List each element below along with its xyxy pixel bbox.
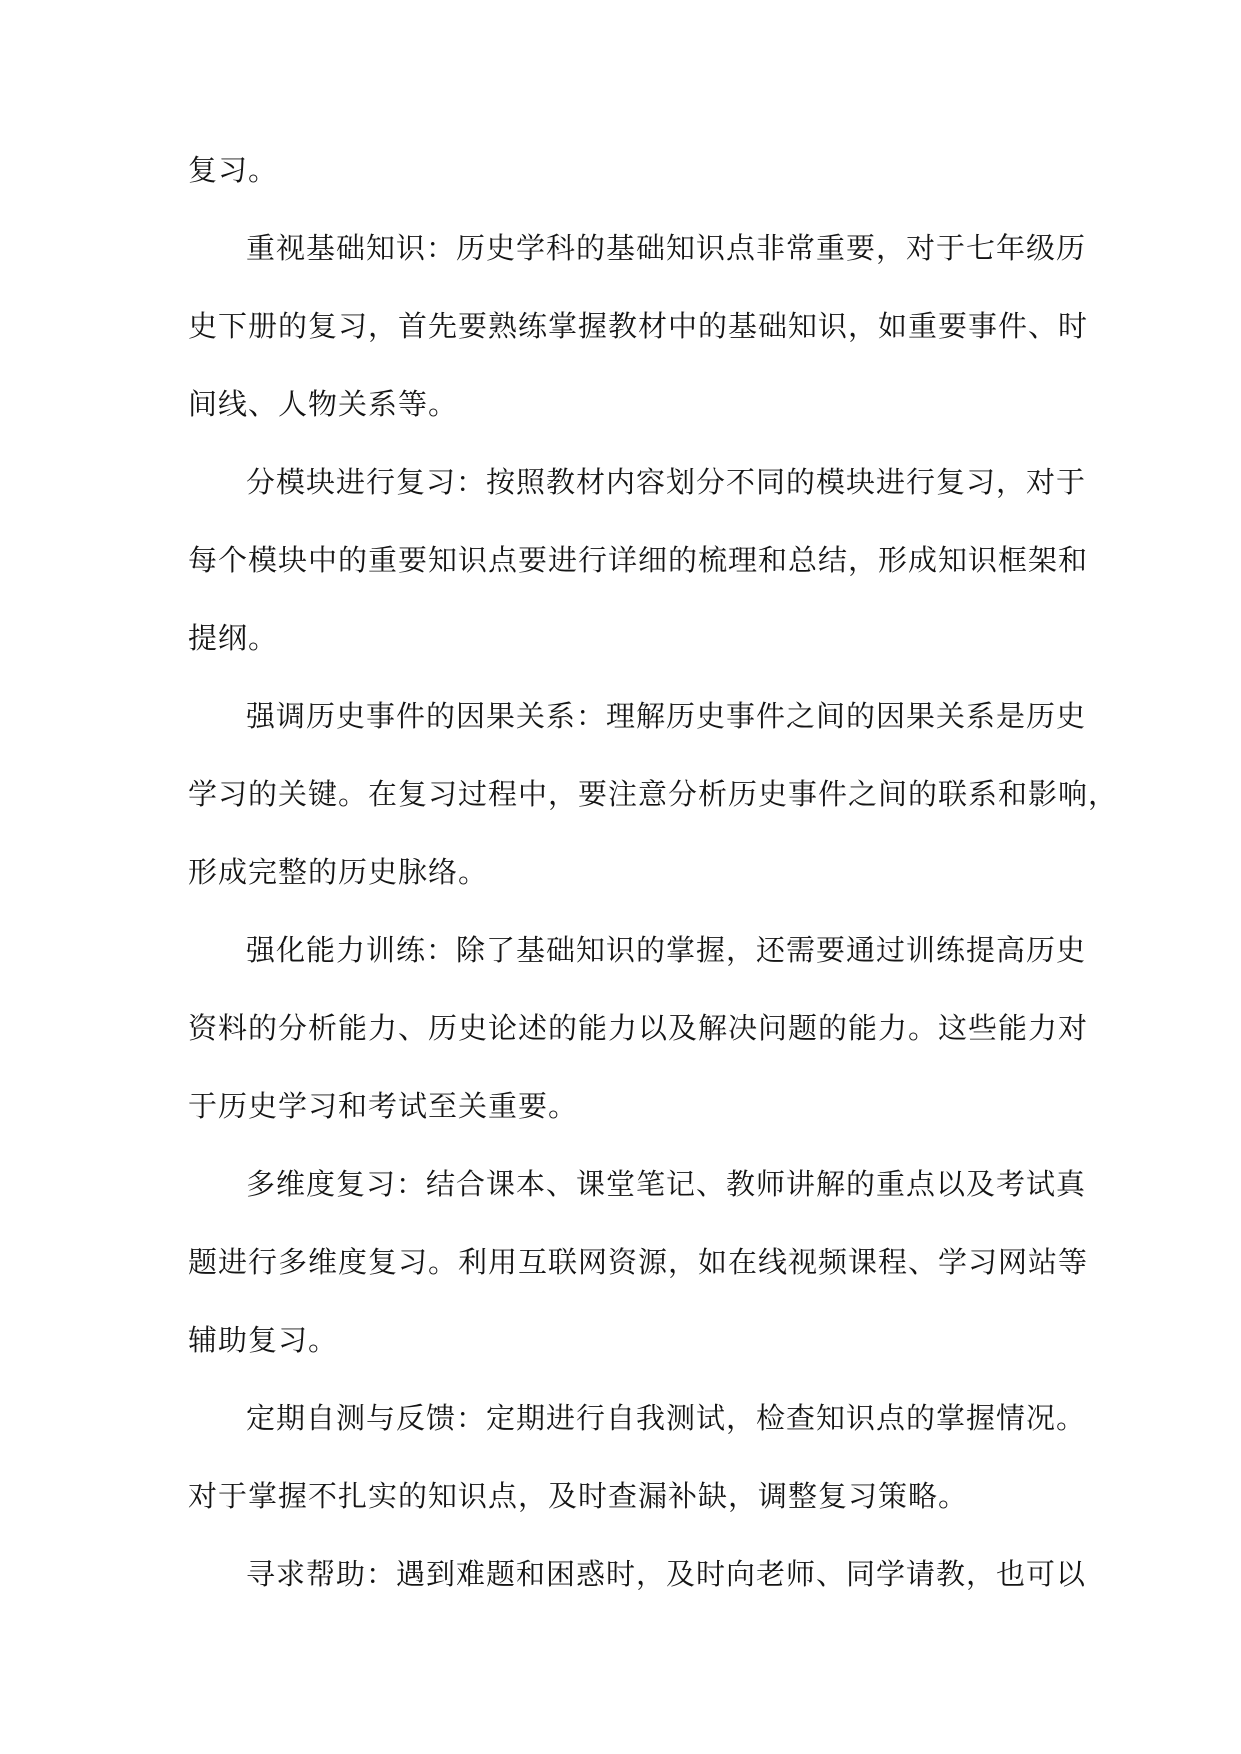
- text-line: 形成完整的历史脉络。: [188, 855, 489, 889]
- text-line: 对于掌握不扎实的知识点，及时查漏补缺，调整复习策略。: [188, 1479, 969, 1513]
- text-line: 多维度复习：结合课本、课堂笔记、教师讲解的重点以及考试真: [246, 1167, 1087, 1201]
- text-line: 分模块进行复习：按照教材内容划分不同的模块进行复习，对于: [246, 465, 1087, 499]
- text-line: 每个模块中的重要知识点要进行详细的梳理和总结，形成知识框架和: [188, 543, 1089, 577]
- text-line: 提纲。: [188, 621, 279, 655]
- text-line: 史下册的复习，首先要熟练掌握教材中的基础知识，如重要事件、时: [188, 309, 1089, 343]
- text-line: 寻求帮助：遇到难题和困惑时，及时向老师、同学请教，也可以: [246, 1557, 1087, 1591]
- text-line: 复习。: [188, 153, 279, 187]
- text-line: 学习的关键。在复习过程中，要注意分析历史事件之间的联系和影响，: [188, 777, 1119, 811]
- text-line: 资料的分析能力、历史论述的能力以及解决问题的能力。这些能力对: [188, 1011, 1089, 1045]
- text-line: 强调历史事件的因果关系：理解历史事件之间的因果关系是历史: [246, 699, 1087, 733]
- text-line: 于历史学习和考试至关重要。: [188, 1089, 579, 1123]
- text-line: 题进行多维度复习。利用互联网资源，如在线视频课程、学习网站等: [188, 1245, 1089, 1279]
- text-line: 定期自测与反馈：定期进行自我测试，检查知识点的掌握情况。: [246, 1401, 1087, 1435]
- text-line: 重视基础知识：历史学科的基础知识点非常重要，对于七年级历: [246, 231, 1087, 265]
- text-line: 辅助复习。: [188, 1323, 339, 1357]
- text-line: 间线、人物关系等。: [188, 387, 459, 421]
- text-line: 强化能力训练：除了基础知识的掌握，还需要通过训练提高历史: [246, 933, 1087, 967]
